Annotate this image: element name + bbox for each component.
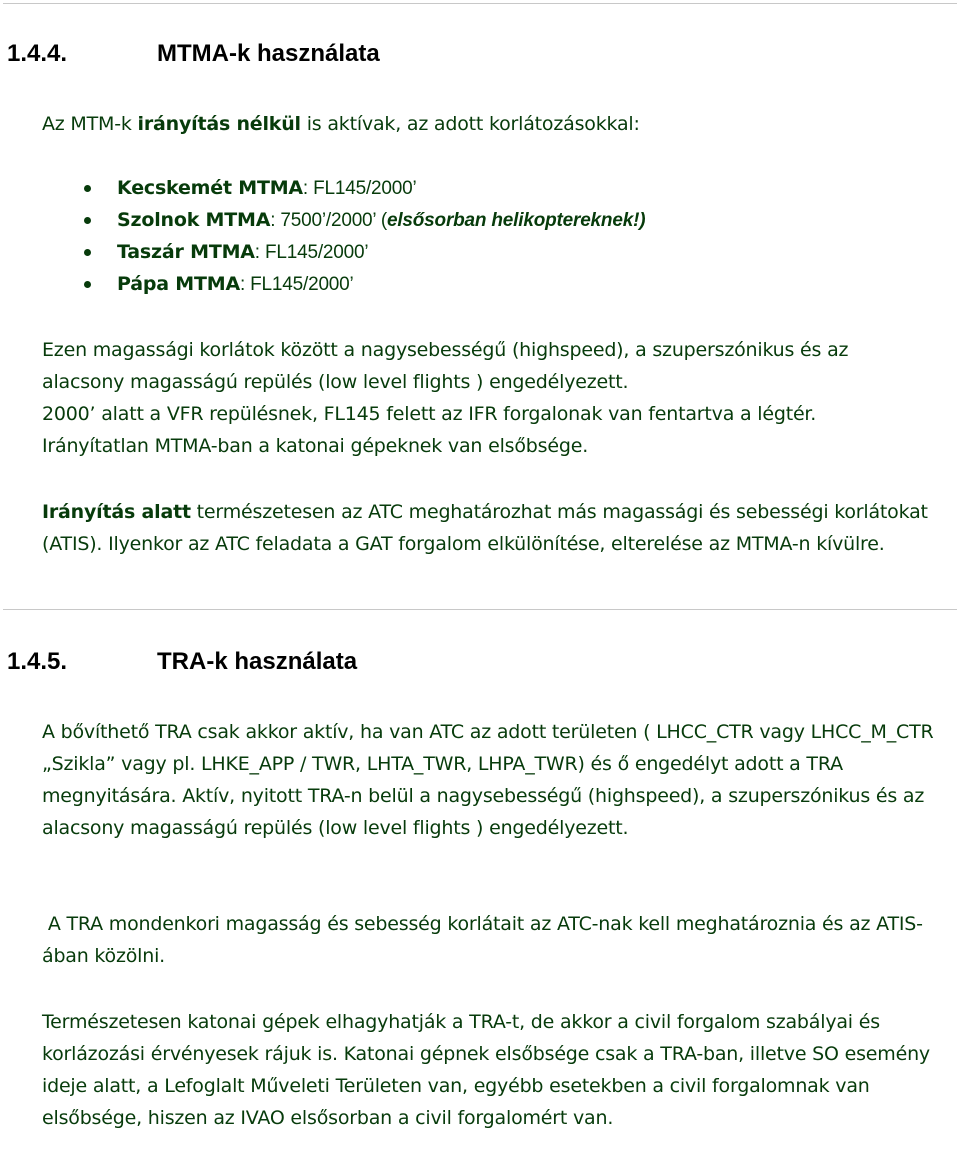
section-title: TRA-k használata	[157, 648, 358, 675]
section-divider	[3, 609, 957, 610]
section-title: MTMA-k használata	[157, 40, 380, 67]
controlled-paragraph: Irányítás alatt természetesen az ATC meghatározhat más magassági és sebességi korlátokat (ATIS). Ilyenkor az ATC feladata a GAT forgalom elkülönítése, elterelése az MTMA-n kívülre.	[42, 501, 928, 555]
limits-paragraph: Ezen magassági korlátok között a nagysebességű (highspeed), a szuperszónikus és az alacsony magasságú repülés (low level flights ) engedélyezett. 2000’ alatt a VFR repülésnek, FL145 felett az IFR forgalonak van fentartva a légtér. Irányítatlan MTMA-ban a katonai gépeknek van elsőbsége.	[42, 339, 849, 457]
section-heading-mtma	[7, 40, 380, 68]
tra-activation-paragraph: A bővíthető TRA csak akkor aktív, ha van ATC az adott területen ( LHCC_CTR vagy LHCC_M_CTR „Szikla” vagy pl. LHKE_APP / TWR, LHTA_TWR, LHPA_TWR) és ő engedélyt adott a TRA megnyitására. Aktív, nyitott TRA-n belül a nagysebességű (highspeed), a szuperszónikus és az alacsony magasságú repülés (low level flights ) engedélyezett.	[42, 721, 934, 839]
section-heading-tra	[7, 648, 357, 676]
intro-paragraph: Az MTM-k irányítás nélkül is aktívak, az adott korlátozásokkal:	[42, 113, 640, 135]
bullet-note: elsősorban helikoptereknek!)	[386, 210, 646, 231]
bullet-icon	[84, 249, 91, 256]
section-number: 1.4.4.	[7, 40, 68, 67]
bullet-icon	[84, 185, 91, 192]
top-horizontal-rule	[3, 3, 957, 4]
military-priority-paragraph: Természetesen katonai gépek elhagyhatják a TRA-t, de akkor a civil forgalom szabályai és korlázozási érvényesek rájuk is. Katonai gépnek elsőbsége csak a TRA-ban, illetve SO esemény ideje alatt, a Lefoglalt Műveleti Területen van, egyébb esetekben a civil forgalomnak van elsőbsége, hiszen az IVAO elsősorban a civil forgalomért van.	[42, 1011, 930, 1129]
controlled-emphasis: Irányítás alatt	[42, 501, 191, 523]
intro-emphasis: irányítás nélkül	[137, 113, 301, 135]
bullet-icon	[84, 217, 91, 224]
section-number: 1.4.5.	[7, 648, 68, 675]
tra-limits-paragraph: A TRA mondenkori magasság és sebesség korlátait az ATC-nak kell meghatároznia és az ATIS-ában közölni.	[42, 913, 923, 967]
bullet-icon	[84, 281, 91, 288]
